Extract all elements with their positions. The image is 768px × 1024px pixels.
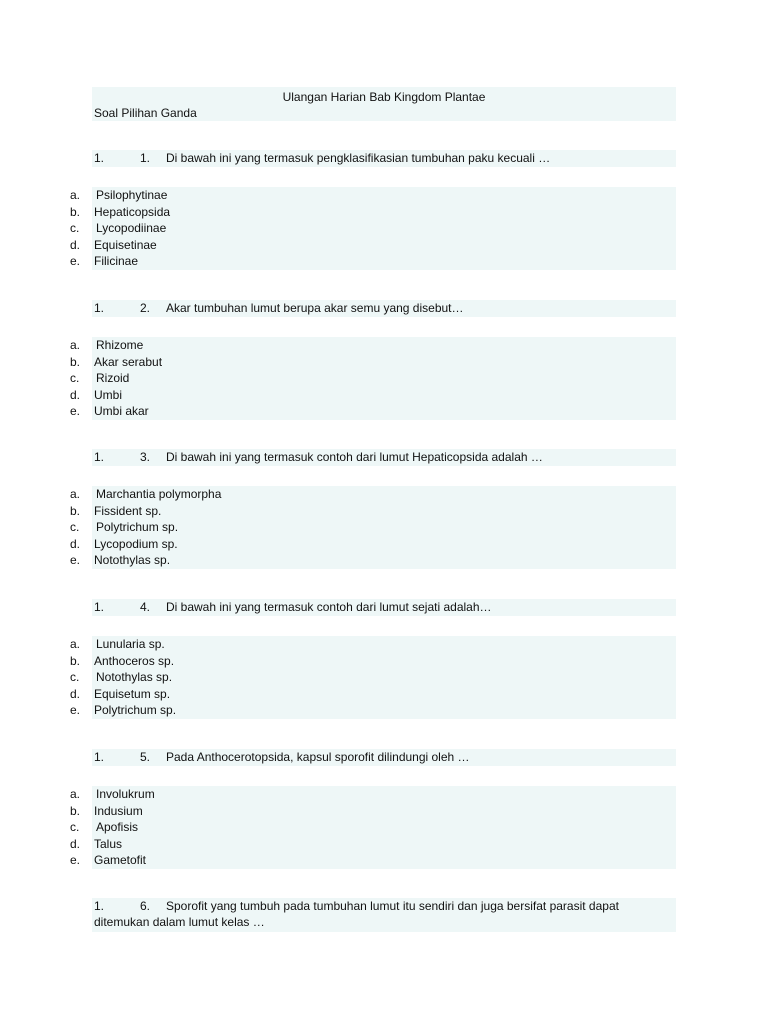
question-text: Akar tumbuhan lumut berupa akar semu yang disebut…	[166, 301, 464, 315]
option-text: Notothylas sp.	[94, 553, 171, 567]
option-text: Umbi	[94, 387, 123, 402]
question-3-options	[70, 486, 676, 569]
option-text: Akar serabut	[94, 354, 163, 369]
option-text: Marchantia polymorpha	[96, 487, 222, 501]
option-letter: d.	[70, 836, 81, 851]
option-letter: a.	[70, 787, 81, 801]
option-text: Lycopodium sp.	[94, 536, 178, 551]
option-letter: c.	[70, 371, 80, 385]
question-5	[92, 749, 676, 766]
option-text: Notothylas sp.	[96, 670, 173, 684]
option-letter: d.	[70, 686, 81, 701]
option-letter: a.	[70, 637, 81, 651]
question-text: Di bawah ini yang termasuk contoh dari lumut sejati adalah…	[166, 600, 492, 614]
question-number: 1.	[94, 450, 105, 464]
question-1	[92, 150, 676, 167]
question-subnumber: 4.	[140, 600, 151, 614]
option-letter: b.	[70, 204, 81, 219]
question-subnumber: 3.	[140, 450, 151, 464]
option-text: Lunularia sp.	[96, 637, 165, 651]
option-text: Equisetinae	[94, 237, 157, 252]
question-text: Di bawah ini yang termasuk pengklasifikasian tumbuhan paku kecuali …	[166, 151, 551, 165]
option-text: Apofisis	[96, 820, 139, 834]
question-subnumber: 6.	[140, 899, 151, 913]
title-block	[92, 87, 676, 121]
question-3	[92, 449, 676, 466]
question-subnumber: 5.	[140, 750, 151, 764]
question-text: Sporofit yang tumbuh pada tumbuhan lumut itu sendiri dan juga bersifat parasit dapat	[166, 899, 619, 913]
option-letter: b.	[70, 803, 81, 818]
option-text: Polytrichum sp.	[96, 520, 179, 534]
question-4-options	[70, 636, 676, 719]
document-title: Ulangan Harian Bab Kingdom Plantae	[282, 90, 486, 104]
option-letter: a.	[70, 188, 81, 202]
option-text: Rizoid	[96, 371, 130, 385]
option-text: Umbi akar	[94, 404, 149, 418]
option-letter: c.	[70, 820, 80, 834]
option-letter: c.	[70, 520, 80, 534]
question-text: Di bawah ini yang termasuk contoh dari lumut Hepaticopsida adalah …	[166, 450, 543, 464]
option-letter: b.	[70, 653, 81, 668]
option-text: Psilophytinae	[96, 188, 168, 202]
option-text: Fissident sp.	[94, 503, 162, 518]
option-letter: a.	[70, 338, 81, 352]
question-2-options	[70, 337, 676, 420]
question-6	[92, 898, 676, 932]
option-text: Hepaticopsida	[94, 204, 171, 219]
question-subnumber: 2.	[140, 301, 151, 315]
option-letter: e.	[70, 553, 81, 567]
option-letter: e.	[70, 853, 81, 867]
option-letter: e.	[70, 703, 81, 717]
option-text: Polytrichum sp.	[94, 703, 177, 717]
question-number: 1.	[94, 899, 105, 913]
question-4	[92, 599, 676, 616]
option-letter: e.	[70, 254, 81, 268]
option-text: Indusium	[94, 803, 143, 818]
question-5-options	[70, 786, 676, 869]
option-text: Equisetum sp.	[94, 686, 171, 701]
option-letter: e.	[70, 404, 81, 418]
option-letter: b.	[70, 354, 81, 369]
question-number: 1.	[94, 600, 105, 614]
option-letter: d.	[70, 387, 81, 402]
option-text: Gametofit	[94, 853, 147, 867]
question-number: 1.	[94, 151, 105, 165]
option-letter: c.	[70, 670, 80, 684]
option-text: Rhizome	[96, 338, 144, 352]
question-number: 1.	[94, 301, 105, 315]
option-text: Talus	[94, 836, 123, 851]
question-text: Pada Anthocerotopsida, kapsul sporofit dilindungi oleh …	[166, 750, 470, 764]
option-text: Lycopodiinae	[96, 221, 167, 235]
option-letter: c.	[70, 221, 80, 235]
document-subtitle: Soal Pilihan Ganda	[94, 106, 197, 120]
option-text: Anthoceros sp.	[94, 653, 175, 668]
question-number: 1.	[94, 750, 105, 764]
option-letter: b.	[70, 503, 81, 518]
question-text-continued: ditemukan dalam lumut kelas …	[94, 915, 265, 929]
question-1-options	[70, 187, 676, 270]
option-letter: d.	[70, 237, 81, 252]
question-2	[92, 300, 676, 317]
option-letter: a.	[70, 487, 81, 501]
question-subnumber: 1.	[140, 151, 151, 165]
option-text: Involukrum	[96, 787, 155, 801]
option-text: Filicinae	[94, 254, 139, 268]
option-letter: d.	[70, 536, 81, 551]
